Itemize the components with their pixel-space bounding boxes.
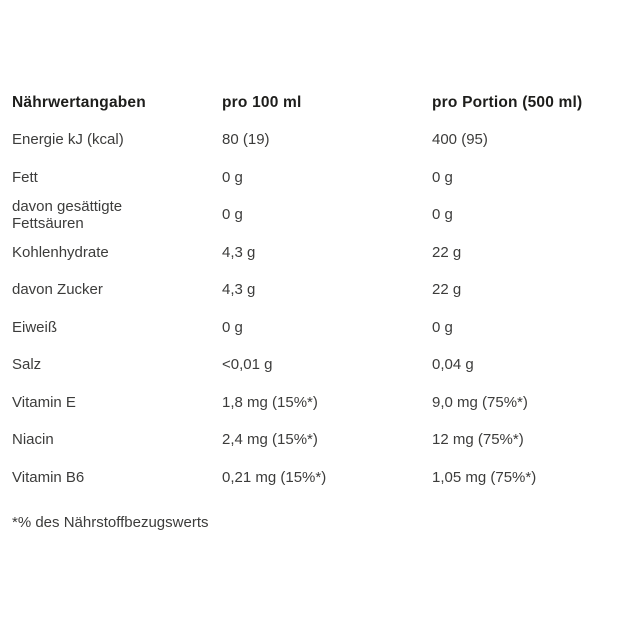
row-portion: 12 mg (75%*) — [432, 431, 524, 449]
row-portion: 0 g — [432, 318, 453, 336]
nutrition-table-header-row — [12, 83, 619, 121]
row-per100: 1,8 mg (15%*) — [222, 393, 318, 411]
nutrition-table-row — [12, 271, 619, 309]
row-portion: 1,05 mg (75%*) — [432, 468, 537, 486]
nutrition-table-row — [12, 159, 619, 197]
row-portion: 0,04 g — [432, 356, 474, 374]
nutrition-table-row — [12, 421, 619, 459]
row-per100: 80 (19) — [222, 131, 270, 149]
row-per100: 0,21 mg (15%*) — [222, 468, 327, 486]
row-per100: 4,3 g — [222, 281, 256, 299]
nutrition-table-row — [12, 309, 619, 347]
header-per-100ml-column: pro 100 ml — [222, 93, 302, 111]
row-label: Vitamin E — [12, 393, 76, 411]
row-label: Fett — [12, 168, 38, 186]
row-label: Salz — [12, 356, 42, 374]
row-portion: 0 g — [432, 168, 453, 186]
row-per100: 4,3 g — [222, 243, 256, 261]
row-portion: 400 (95) — [432, 131, 488, 149]
nutrition-table-row — [12, 196, 619, 234]
row-per100: <0,01 g — [222, 356, 273, 374]
row-label: Energie kJ (kcal) — [12, 131, 124, 149]
row-per100: 0 g — [222, 318, 243, 336]
row-label: davon Zucker — [12, 281, 103, 299]
nutrition-table-row — [12, 459, 619, 497]
nutrition-table-row — [12, 384, 619, 422]
header-per-portion-column: pro Portion (500 ml) — [432, 93, 583, 111]
row-label: Eiweiß — [12, 318, 58, 336]
row-per100: 2,4 mg (15%*) — [222, 431, 318, 449]
row-portion: 9,0 mg (75%*) — [432, 393, 528, 411]
row-label: Niacin — [12, 431, 54, 449]
row-label: Kohlenhydrate — [12, 243, 109, 261]
nutrition-table — [12, 83, 619, 496]
row-portion: 22 g — [432, 243, 462, 261]
row-portion: 22 g — [432, 281, 462, 299]
nutrition-table-row — [12, 234, 619, 272]
row-portion: 0 g — [432, 206, 453, 224]
row-label: davon gesättigte Fettsäuren — [12, 197, 123, 232]
nutrition-table-body — [12, 121, 619, 496]
row-per100: 0 g — [222, 206, 243, 224]
row-per100: 0 g — [222, 168, 243, 186]
reference-value-footnote: *% des Nährstoffbezugswerts — [12, 514, 209, 531]
nutrition-table-row — [12, 346, 619, 384]
row-label: Vitamin B6 — [12, 468, 85, 486]
header-nutrient-column: Nährwertangaben — [12, 93, 146, 111]
nutrition-table-row — [12, 121, 619, 159]
